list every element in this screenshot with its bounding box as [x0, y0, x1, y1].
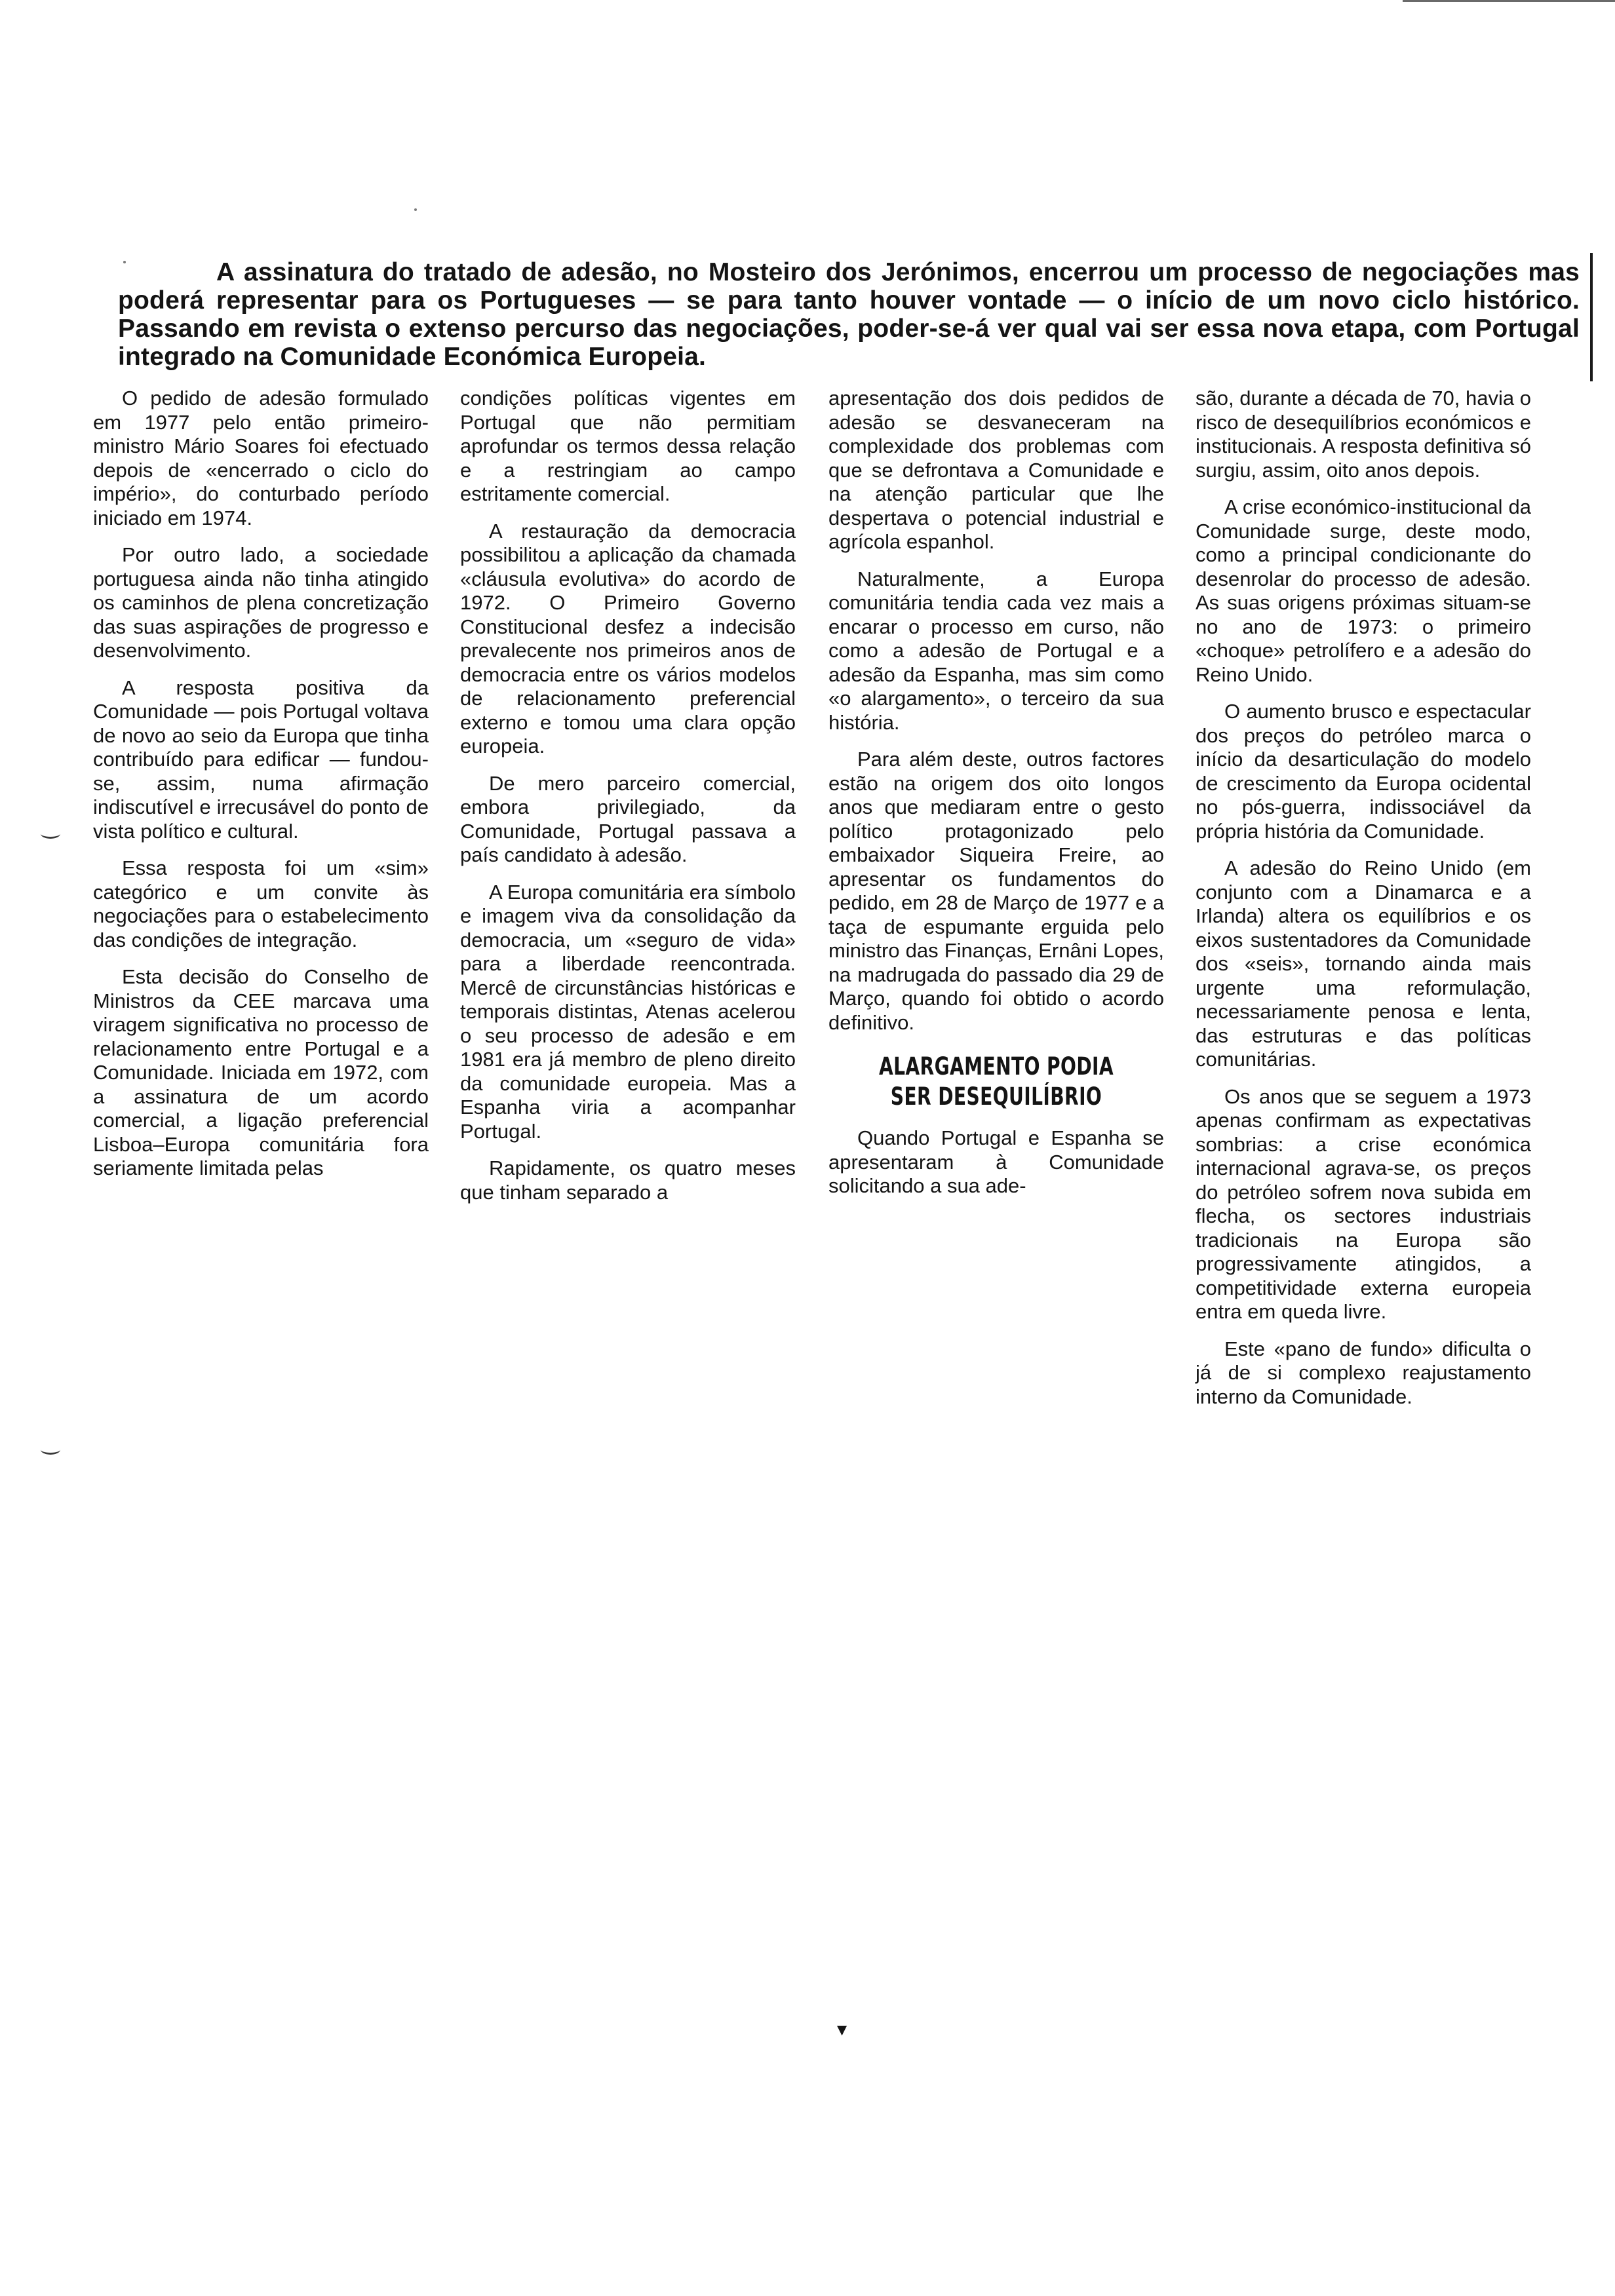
- paragraph: Essa resposta foi um «sim» categórico e um convite às negociações para o estabelecimento das condições de integração.: [93, 856, 429, 951]
- article-lead: A assinatura do tratado de adesão, no Mosteiro dos Jerónimos, encerrou um processo de negociações mas poderá representar para os Portugueses — se para tanto houver vontade — o início de um novo ciclo histórico. Passando em revista o extenso percurso das negociações, poder-se-á ver qual vai ser essa nova etapa, com Portugal integrado na Comunidade Económica Europeia.: [118, 258, 1580, 371]
- paragraph: A resposta positiva da Comunidade — pois Portugal voltava de novo ao seio da Europa que tinha contribuído para edificar — fundou-se, assim, numa afirmação indiscutível e irrecusável do ponto de vista político e cultural.: [93, 676, 429, 843]
- paragraph: A Europa comunitária era símbolo e imagem viva da consolidação da democracia, um «seguro de vida» para a liberdade reencontrada. Mercê de circunstâncias históricas e temporais distintas, Atenas acelerou o seu processo de adesão e em 1981 era já membro de pleno direito da comunidade europeia. Mas a Espanha viria a acompanhar Portugal.: [460, 880, 796, 1143]
- article-body: [93, 387, 1531, 1697]
- paragraph: Esta decisão do Conselho de Ministros da CEE marcava uma viragem significativa no processo de relacionamento entre Portugal e a Comunidade. Iniciada em 1972, com a assinatura de um acordo comercial, a ligação preferencial Lisboa–Europa comunitária fora seriamente limitada pelas: [93, 965, 429, 1179]
- article-column-1: [93, 387, 429, 1194]
- paragraph: Este «pano de fundo» dificulta o já de si complexo reajustamento interno da Comunidade.: [1196, 1337, 1531, 1408]
- paragraph: Para além deste, outros factores estão na origem dos oito longos anos que mediaram entre o gesto político protagonizado pelo embaixador Siqueira Freire, ao apresentar os fundamentos do pedido, em 28 de Março de 1977 e a taça de espumante erguida pelo ministro das Finanças, Ernâni Lopes, na madrugada do passado dia 29 de Março, quando foi obtido o acordo definitivo.: [828, 748, 1164, 1034]
- article-column-3: [828, 387, 1164, 1212]
- section-heading: ALARGAMENTO PODIA SER DESEQUILÍBRIO: [878, 1052, 1114, 1111]
- article-column-4: [1196, 387, 1531, 1422]
- paragraph: O pedido de adesão formulado em 1977 pelo então primeiro-ministro Mário Soares foi efectuado depois de «encerrado o ciclo do império», do conturbado período iniciado em 1974.: [93, 387, 429, 529]
- paragraph: A restauração da democracia possibilitou a aplicação da chamada «cláusula evolutiva» do acordo de 1972. O Primeiro Governo Constitucional desfez a indecisão prevalecente nos primeiros anos de democracia entre os vários modelos de relacionamento preferencial externo e tomou uma clara opção europeia.: [460, 519, 796, 757]
- paragraph: A crise económico-institucional da Comunidade surge, deste modo, como a principal condicionante do desenrolar do processo de adesão. As suas origens próximas situam-se no ano de 1973: o primeiro «choque» petrolífero e a adesão do Reino Unido.: [1196, 495, 1531, 686]
- paragraph: condições políticas vigentes em Portugal que não permitiam aprofundar os termos dessa relação e a restringiam ao campo estritamente comercial.: [460, 387, 796, 505]
- paragraph: são, durante a década de 70, havia o risco de desequilíbrios económicos e institucionais. A resposta definitiva só surgiu, assim, oito anos depois.: [1196, 387, 1531, 482]
- scan-top-rule: [1403, 0, 1615, 2]
- paragraph: O aumento brusco e espectacular dos preços do petróleo marca o início da desarticulação do modelo de crescimento da Europa ocidental no pós-guerra, indissociável da própria história da Comunidade.: [1196, 700, 1531, 843]
- paragraph: Quando Portugal e Espanha se apresentaram à Comunidade solicitando a sua ade-: [828, 1126, 1164, 1197]
- margin-bar: [1590, 253, 1593, 381]
- scan-mark: [41, 1445, 60, 1455]
- scan-mark: [41, 829, 60, 839]
- paragraph: A adesão do Reino Unido (em conjunto com a Dinamarca e a Irlanda) altera os equilíbrios e os eixos sustentadores da Comunidade dos «seis», tornando ainda mais urgente uma reformulação, necessariamente penosa e lenta, das estruturas e das políticas comunitárias.: [1196, 856, 1531, 1071]
- paragraph: Rapidamente, os quatro meses que tinham separado a: [460, 1157, 796, 1204]
- page-marker: ▾: [837, 2019, 847, 2040]
- paragraph: Naturalmente, a Europa comunitária tendia cada vez mais a encarar o processo em curso, não como a adesão de Portugal e a adesão da Espanha, mas sim como «o alargamento», o terceiro da sua história.: [828, 567, 1164, 734]
- scan-speck: [414, 208, 417, 211]
- paragraph: Por outro lado, a sociedade portuguesa ainda não tinha atingido os caminhos de plena concretização das suas aspirações de progresso e desenvolvimento.: [93, 543, 429, 662]
- article-column-2: [460, 387, 796, 1217]
- paragraph: De mero parceiro comercial, embora privilegiado, da Comunidade, Portugal passava a país candidato à adesão.: [460, 771, 796, 866]
- paragraph: Os anos que se seguem a 1973 apenas confirmam as expectativas sombrias: a crise económica internacional agrava-se, os preços do petróleo sofrem nova subida em flecha, os sectores industriais tradicionais na Europa são progressivamente atingidos, a competitividade externa europeia entra em queda livre.: [1196, 1084, 1531, 1323]
- paragraph: apresentação dos dois pedidos de adesão se desvaneceram na complexidade dos problemas com que se defrontava a Comunidade e na atenção particular que lhe despertava o potencial industrial e agrícola espanhol.: [828, 387, 1164, 553]
